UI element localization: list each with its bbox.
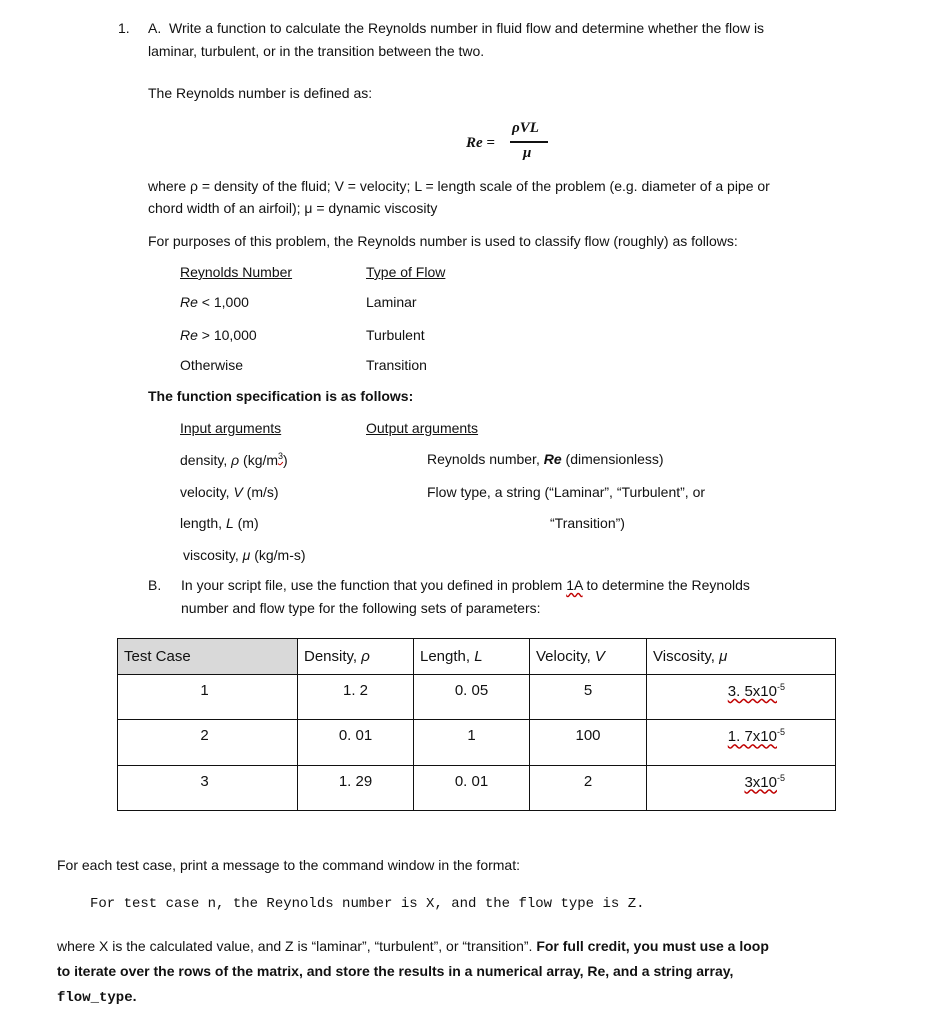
part-a-line1: Write a function to calculate the Reynolds number in fluid flow and determine whether the flow is: [169, 20, 765, 36]
cell-density: 0. 01: [298, 720, 414, 765]
problem-number: 1.: [118, 20, 130, 36]
cell-viscosity: 3. $5x10^{-5}$: [647, 675, 836, 720]
cell-velocity: 100: [530, 720, 647, 765]
cell-density: 1. 29: [298, 765, 414, 810]
fraction-bar: [510, 141, 548, 143]
spec-title: The function specification is as follows:: [148, 388, 414, 404]
table-row: [118, 720, 836, 765]
classification-type-1: Laminar: [366, 294, 417, 310]
formula-denominator: μ: [523, 145, 532, 161]
part-a-label: A.: [148, 20, 162, 36]
input-viscosity: viscosity, μ (kg/m-s): [183, 547, 306, 563]
cell-viscosity: $3x10^{-5}$: [647, 765, 836, 810]
table-row: [118, 675, 836, 720]
classification-re-1: Re < 1,000: [180, 294, 249, 310]
header-length: Length, L: [414, 639, 530, 675]
cell-density: 1. 2: [298, 675, 414, 720]
credit-line3: flow_type.: [57, 988, 137, 1006]
part-b-line2: number and flow type for the following sets of parameters:: [181, 600, 541, 616]
header-velocity: Velocity, V: [530, 639, 647, 675]
cell-velocity: 5: [530, 675, 647, 720]
header-viscosity: Viscosity, μ: [647, 639, 836, 675]
table-header-row: [118, 639, 836, 675]
output-flow-type-cont: “Transition”): [550, 515, 625, 531]
cell-length: 0. 05: [414, 675, 530, 720]
cell-case: 3: [118, 765, 298, 810]
output-flow-type: Flow type, a string (“Laminar”, “Turbulent”, or: [427, 484, 706, 500]
cell-length: 0. 01: [414, 765, 530, 810]
output-args-header: Output arguments: [366, 420, 479, 436]
credit-line2: to iterate over the rows of the matrix, and store the results in a numerical array, Re, and a string array,: [57, 963, 734, 979]
part-b-label: B.: [148, 577, 162, 593]
defined-as-text: The Reynolds number is defined as:: [148, 85, 373, 101]
output-re: Reynolds number, Re (dimensionless): [427, 451, 664, 467]
input-velocity: velocity, V (m/s): [180, 484, 279, 500]
classification-type-3: Transition: [366, 357, 427, 373]
classification-type-2: Turbulent: [366, 327, 425, 343]
header-test-case: Test Case: [118, 639, 298, 675]
print-instructions: For each test case, print a message to the command window in the format:: [57, 857, 520, 873]
classification-header-type: Type of Flow: [366, 264, 446, 280]
cell-case: 2: [118, 720, 298, 765]
table-row: [118, 765, 836, 810]
input-args-header: Input arguments: [180, 420, 282, 436]
header-density: Density, ρ: [298, 639, 414, 675]
format-line: For test case n, the Reynolds number is X, and the flow type is Z.: [90, 896, 645, 912]
classification-header-re: Reynolds Number: [180, 264, 293, 280]
cell-velocity: 2: [530, 765, 647, 810]
parameters-table: [117, 638, 836, 811]
formula-numerator: ρVL: [512, 120, 539, 136]
cell-case: 1: [118, 675, 298, 720]
where-xz-line: where X is the calculated value, and Z is “laminar”, “turbulent”, or “transition”. For full credit, you must use a loop: [57, 938, 769, 954]
where-line2: chord width of an airfoil); μ = dynamic viscosity: [148, 200, 438, 216]
cell-length: 1: [414, 720, 530, 765]
purposes-text: For purposes of this problem, the Reynolds number is used to classify flow (roughly) as follows:: [148, 233, 738, 249]
input-length: length, L (m): [180, 515, 259, 531]
input-density: density, ρ $(kg/m^3)$: [180, 451, 288, 468]
formula-lhs: Re =: [466, 135, 495, 151]
classification-re-3: Otherwise: [180, 357, 244, 373]
part-b-line1: In your script file, use the function that you defined in problem 1A to determine the Reynolds: [181, 577, 750, 593]
part-a-line2: laminar, turbulent, or in the transition between the two.: [148, 43, 485, 59]
classification-re-2: Re > 10,000: [180, 327, 257, 343]
cell-viscosity: 1. $7x10^{-5}$: [647, 720, 836, 765]
where-line1: where ρ = density of the fluid; V = velocity; L = length scale of the problem (e.g. diameter of a pipe or: [148, 178, 770, 194]
